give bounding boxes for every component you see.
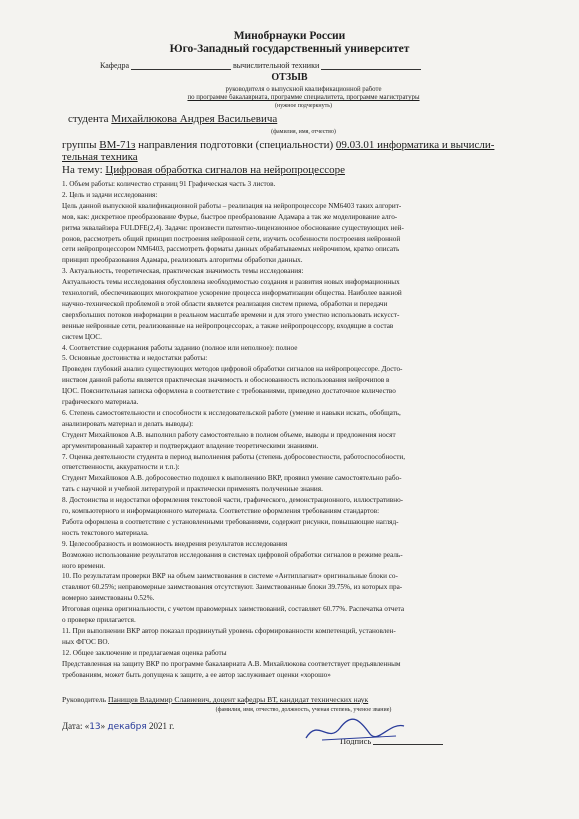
body-line: 3. Актуальность, теоретическая, практическая значимость темы исследования: [62, 267, 304, 276]
body-line: сети нейропроцессором NM6403, рассмотреть форматы данных обрабатываемых нейрочипом, кратко описать [62, 245, 400, 254]
body-line: ЦОС. Пояснительная записка оформлена в соответствие с требованиями, приведено достаточное количество [62, 387, 396, 396]
direction-value: 09.03.01 информатика и вычисли- [335, 139, 495, 151]
body-line: ронов, рассмотреть общий принцип построения нейронной сети, изучить особенности построения нейронной [62, 234, 401, 243]
body-line: Студент Михайлюков А.В. выполнил работу самостоятельно в полном объеме, выводы и предложения носят [62, 430, 396, 439]
topic-value: Цифровая обработка сигналов на нейропроцессоре [105, 164, 345, 176]
document-title: ОТЗЫВ [271, 72, 308, 83]
supervisor-note: (фамилия, имя, отчество, должность, ученая степень, ученое звание) [215, 707, 392, 713]
body-line: технологий, обеспечивающих многократное ускорение процесса информатизации общества. Наиболее важной [62, 289, 402, 297]
body-line: 9. Целесообразность и возможность внедрения результатов исследования [62, 539, 288, 548]
direction-value-cont: тельная техника [62, 151, 138, 163]
body-line: ответственности, аккуратности и т.п.): [62, 463, 180, 472]
student-name: Михайлюкова Андрея Васильевича [111, 113, 278, 125]
signature-line: Подпись [340, 735, 519, 745]
body-line: ных ФГОС ВО. [62, 637, 110, 646]
topic-line: На тему: Цифровая обработка сигналов на нейропроцессоре [62, 164, 345, 176]
body-line: Работа оформлена в соответствие с установленными требованиями, содержит рисунки, повышающие нагляд- [62, 517, 399, 526]
body-line: 6. Степень самостоятельности и способности к исследовательской работе (умение и навыки искать, обобщать, [62, 408, 401, 417]
body-line: 1. Объем работы: количество страниц 91 Графическая часть 3 листов. [62, 180, 276, 188]
subtitle-note: (нужное подчеркнуть) [275, 103, 332, 109]
body-line: мов, как: дискретное преобразование Фурье, быстрое преобразование Адамара а так же моделирование алго- [62, 212, 398, 221]
student-note: (фамилия, имя, отчество) [271, 129, 336, 135]
signature-icon [300, 710, 410, 750]
date-year: 2021 г. [149, 721, 175, 731]
body-line: о проверке прилагается. [62, 616, 136, 624]
body-line: 12. Общее заключение и предлагаемая оценка работы [62, 648, 227, 657]
body-line: 11. При выполнении ВКР автор показал продвинутый уровень сформированности компетенций, установлен- [62, 626, 396, 635]
body-line: 10. По результатам проверки ВКР на объем заимствования в системе «Антиплагиат» оригинальные блоки со- [62, 572, 398, 581]
ministry-title: Минобрнауки России [233, 30, 346, 42]
subtitle-1: руководителя о выпускной квалификационной работе [225, 86, 382, 93]
body-line: 2. Цель и задачи исследования: [62, 190, 158, 199]
department-line: Кафедра вычислительной техники [100, 60, 545, 70]
body-line: 8. Достоинства и недостатки оформления текстовой части, графического, демонстрационного, иллюстративно- [62, 496, 404, 505]
body-line: Цель данной выпускной квалификационной работы – реализация на нейропроцессоре NM6403 таких алгорит- [62, 201, 402, 210]
body-line: венные нейронные сети, реализованные на нейропроцессорах, а также нейропроцессору, входящие в состав [62, 321, 394, 330]
body-line: Актуальность темы исследования обусловлена необходимостью создания и развития новых информационных [62, 278, 400, 287]
subtitle-2: по программе бакалавриата, программе специалитета, программе магистратуры [187, 94, 420, 101]
body-line: анализировать материал и делать выводы): [62, 419, 194, 428]
body-line: 4. Соответствие содержания работы заданию (полное или неполное): полное [62, 343, 298, 352]
body-line: аргументированный характер и подтверждают владение теоретическими знаниями. [62, 441, 319, 450]
date-line: Дата: «13» декабря 2021 г. [62, 721, 175, 732]
university-title: Юго-Западный государственный университет [169, 43, 410, 55]
body-line: Представленная на защиту ВКР по программе бакалавриата А.В. Михайлюкова соответствует предъявленным [62, 659, 401, 668]
body-line: инством данной работы является практическая значимость и обоснованность использования нейрочипов в [62, 376, 390, 385]
body-line: 7. Оценка деятельности студента в период выполнения работы (степень добросовестности, работоспособности, [62, 452, 406, 461]
date-month: декабря [107, 722, 147, 732]
body-line: ность текстового материала. [62, 528, 149, 537]
body-line: вомерно заимствованы 0.52%. [62, 594, 155, 603]
body-line: принцип преобразования Адамара, реализовать алгоритмы обработки данных. [62, 256, 303, 265]
group-line: группы ВМ-71з направления подготовки (специальности) 09.03.01 информатика и вычисли- [62, 139, 495, 151]
body-line: ритма эквалайзера FULDFE(2,4). Задачи: произвести патентно-лицензионное обоснование существующих ней- [62, 223, 404, 232]
body-line: требованиям, может быть допущена к защите, а ее автор заслуживает оценки «хорошо» [62, 670, 331, 679]
body-line: научно-технической проблемой в этой области является реализация систем приема, обработки и передачи [62, 299, 388, 308]
body-line: графического материала. [62, 398, 139, 406]
group-value: ВМ-71з [99, 139, 136, 151]
body-line: ставляют 60.25%; неправомерные заимствования отсутствуют. Заимствованные блоки 39.75%, из которых пра- [62, 583, 403, 592]
body-line: 5. Основные достоинства и недостатки работы: [62, 354, 208, 363]
supervisor-line: Руководитель Панищев Владимир Славиевич, доцент кафедры ВТ, кандидат технических наук [62, 696, 369, 704]
date-day: 13 [89, 722, 101, 732]
body-line: ного времени. [62, 561, 106, 570]
body-line: систем ЦОС. [62, 332, 102, 341]
body-line: сверхбольших потоков информации в реальном масштабе времени и для этого уместно использовать искусст- [62, 310, 400, 319]
body-line: Возможно использование результатов исследования в системах цифровой обработки сигналов в режиме реаль- [62, 550, 403, 559]
body-line: го, компьютерного и информационного материала. Соответствие оформления требованиям стандартов: [62, 507, 380, 515]
body-line: Итоговая оценка оригинальности, с учетом правомерных заимствований, составляет 60.77%. Распечатка отчета [62, 605, 405, 614]
body-line: Проведен глубокий анализ существующих методов цифровой обработки сигналов на нейропроцессоре. Досто- [62, 365, 403, 374]
student-line: студента Михайлюкова Андрея Васильевича [68, 113, 278, 125]
supervisor-value: Панищев Владимир Славиевич, доцент кафедры ВТ, кандидат технических наук [108, 696, 369, 704]
body-line: Студент Михайлюков А.В. добросовестно подошел к выполнению ВКР, проявил умение самостоятельно рабо- [62, 474, 402, 483]
body-line: тать с научной и учебной литературой и практически применять полученные знания. [62, 485, 323, 494]
